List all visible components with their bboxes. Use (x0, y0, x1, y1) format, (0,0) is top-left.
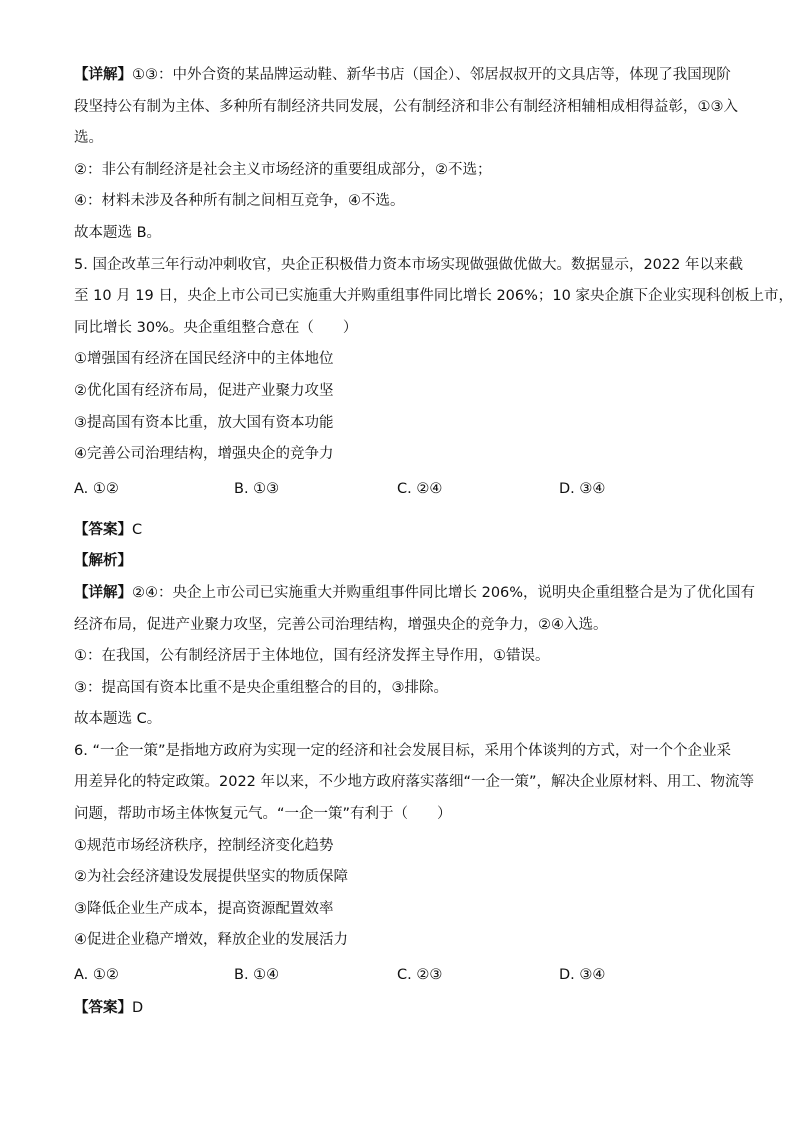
answer-line (74, 515, 724, 547)
analysis-label: 【解析】 (74, 553, 132, 570)
detail-text: ①③：中外合资的某品牌运动鞋、新华书店（国企）、邻居叔叔开的文具店等，体现了我国现阶 (132, 67, 731, 83)
detail-line: 经济布局，促进产业聚力攻坚，完善公司治理结构，增强央企的竞争力，②④入选。 (74, 616, 608, 633)
question-6-stem: 问题，帮助市场主体恢复元气。“一企一策”有利于（ ） (74, 806, 452, 823)
answer-options (74, 471, 724, 507)
answer-options (74, 957, 724, 993)
statement-item: ③降低企业生产成本，提高资源配置效率 (74, 900, 334, 917)
detail-line: ④：材料未涉及各种所有制之间相互竞争，④不选。 (74, 193, 405, 210)
detail-text: ②④：央企上市公司已实施重大并购重组事件同比增长 206%，说明央企重组整合是为了优化国有 (132, 584, 756, 601)
statement-item: ④促进企业稳产增效，释放企业的发展活力 (74, 932, 348, 949)
answer-label: 【答案】 (74, 521, 132, 538)
question-5-stem: 至 10 月 19 日，央企上市公司已实施重大并购重组事件同比增长 206%；10 家央企旗下企业实现科创板上市， (74, 288, 793, 305)
statement-item: ②为社会经济建设发展提供坚实的物质保障 (74, 869, 348, 886)
option-d: D. ③④ (559, 967, 606, 984)
detail-line: 选。 (74, 130, 103, 147)
answer-label: 【答案】 (74, 1000, 132, 1017)
conclusion-line: 故本题选 B。 (74, 224, 162, 241)
option-b: B. ①③ (234, 480, 280, 497)
option-c: C. ②④ (397, 480, 443, 497)
answer-value: D (132, 1000, 144, 1017)
question-6-stem: 用差异化的特定政策。2022 年以来，不少地方政府落实落细“一企一策”，解决企业原材料、用工、物流等 (74, 774, 755, 791)
detail-label: 【详解】 (74, 584, 132, 601)
option-a: A. ①② (74, 480, 119, 497)
document-page (74, 67, 793, 1025)
detail-line: ②：非公有制经济是社会主义市场经济的重要组成部分，②不选； (74, 161, 492, 178)
answer-value: C (132, 521, 143, 538)
answer-line (74, 993, 724, 1025)
option-a: A. ①② (74, 967, 119, 984)
conclusion-line: 故本题选 C。 (74, 711, 162, 728)
statement-item: ④完善公司治理结构，增强央企的竞争力 (74, 446, 334, 463)
detail-line (74, 578, 756, 610)
detail-line: 段坚持公有制为主体、多种所有制经济共同发展，公有制经济和非公有制经济相辅相成相得益彰，①③入 (74, 98, 738, 115)
detail-line: ③：提高国有资本比重不是央企重组整合的目的，③排除。 (74, 679, 448, 696)
question-5-stem: 同比增长 30%。央企重组整合意在（ ） (74, 319, 358, 336)
question-6-stem: 6. “一企一策”是指地方政府为实现一定的经济和社会发展目标，采用个体谈判的方式，对一个个企业采 (74, 742, 731, 759)
detail-line (74, 60, 731, 92)
statement-item: ①增强国有经济在国民经济中的主体地位 (74, 351, 334, 368)
option-c: C. ②③ (397, 967, 443, 984)
detail-line: ①：在我国，公有制经济居于主体地位，国有经济发挥主导作用，①错误。 (74, 648, 550, 665)
statement-item: ①规范市场经济秩序，控制经济变化趋势 (74, 837, 334, 854)
statement-item: ②优化国有经济布局，促进产业聚力攻坚 (74, 382, 334, 399)
detail-label: 【详解】 (74, 67, 132, 83)
statement-item: ③提高国有资本比重，放大国有资本功能 (74, 414, 334, 431)
question-5-stem: 5. 国企改革三年行动冲刺收官，央企正积极借力资本市场实现做强做优做大。数据显示，2022 年以来截 (74, 256, 743, 273)
option-d: D. ③④ (559, 480, 606, 497)
option-b: B. ①④ (234, 967, 280, 984)
